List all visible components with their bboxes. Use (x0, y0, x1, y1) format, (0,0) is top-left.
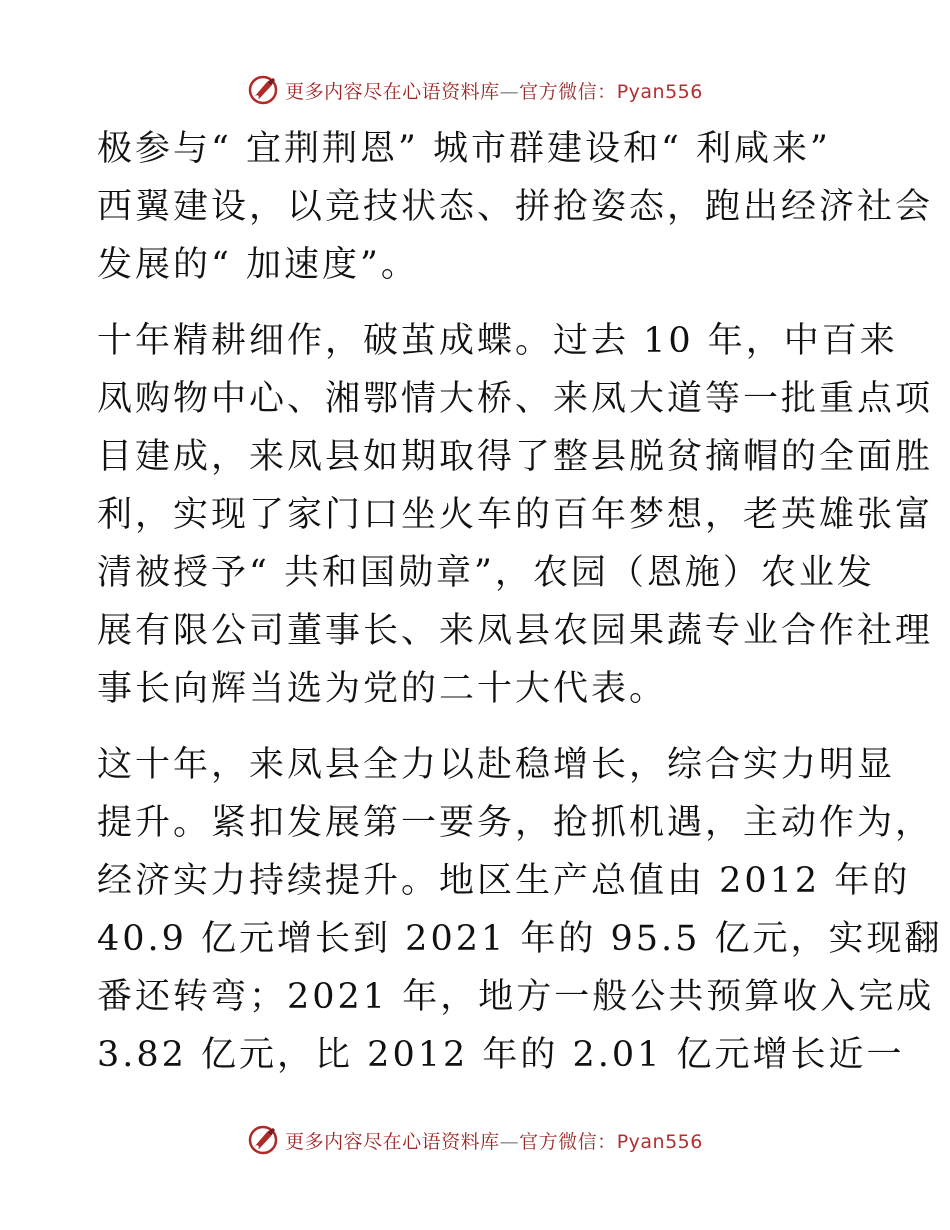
paragraph-line: 展有限公司董事长、来凤县农园果蔬专业合作社理 (97, 611, 934, 651)
paragraph-line: 经济实力持续提升。地区生产总值由 2012 年的 (97, 861, 911, 901)
paragraph-line: 番还转弯；2021 年，地方一般公共预算收入完成 (97, 977, 935, 1017)
header-watermark-wechat-id: Pyan556 (616, 80, 703, 103)
footer-watermark-wechat-label: 官方微信： (519, 1130, 617, 1153)
paragraph-gap (97, 718, 857, 736)
footer-watermark-text (285, 1127, 703, 1154)
paragraph-line: 西翼建设，以竞技状态、拼抢姿态，跑出经济社会 (97, 187, 934, 227)
footer-watermark (0, 1124, 950, 1156)
paragraph-line: 极参与“ 宜荆荆恩” 城市群建设和“ 利咸来” (97, 129, 831, 169)
paragraph-line: 提升。紧扣发展第一要务，抢抓机遇，主动作为， (97, 803, 934, 843)
footer-watermark-main: 更多内容尽在心语资料库 (285, 1130, 500, 1153)
footer-watermark-wechat-id: Pyan556 (616, 1130, 703, 1153)
paragraph-line: 发展的“ 加速度”。 (97, 245, 419, 285)
header-watermark-wechat-label: 官方微信： (519, 80, 617, 103)
paragraph-2 (97, 312, 934, 718)
paragraph-line: 3.82 亿元，比 2012 年的 2.01 亿元增长近一 (97, 1035, 905, 1075)
paragraph-line: 目建成，来凤县如期取得了整县脱贫摘帽的全面胜 (97, 437, 934, 477)
header-watermark (0, 74, 950, 106)
header-watermark-text (285, 77, 703, 104)
pen-logo-icon (247, 1124, 279, 1156)
paragraph-line: 清被授予“ 共和国勋章”，农园（恩施）农业发 (97, 553, 875, 593)
header-watermark-separator: — (499, 80, 520, 103)
paragraph-3 (97, 736, 943, 1084)
paragraph-line: 这十年，来凤县全力以赴稳增长，综合实力明显 (97, 745, 896, 785)
header-watermark-main: 更多内容尽在心语资料库 (285, 80, 500, 103)
pen-logo-icon (247, 74, 279, 106)
paragraph-1 (97, 120, 934, 294)
paragraph-line: 十年精耕细作，破茧成蝶。过去 10 年，中百来 (97, 321, 898, 361)
document-body (97, 120, 943, 1084)
paragraph-line: 凤购物中心、湘鄂情大桥、来凤大道等一批重点项 (97, 379, 934, 419)
paragraph-line: 利，实现了家门口坐火车的百年梦想，老英雄张富 (97, 495, 934, 535)
paragraph-gap (97, 294, 857, 312)
footer-watermark-separator: — (499, 1130, 520, 1153)
paragraph-line: 40.9 亿元增长到 2021 年的 95.5 亿元，实现翻 (97, 919, 943, 959)
paragraph-line: 事长向辉当选为党的二十大代表。 (97, 669, 668, 709)
